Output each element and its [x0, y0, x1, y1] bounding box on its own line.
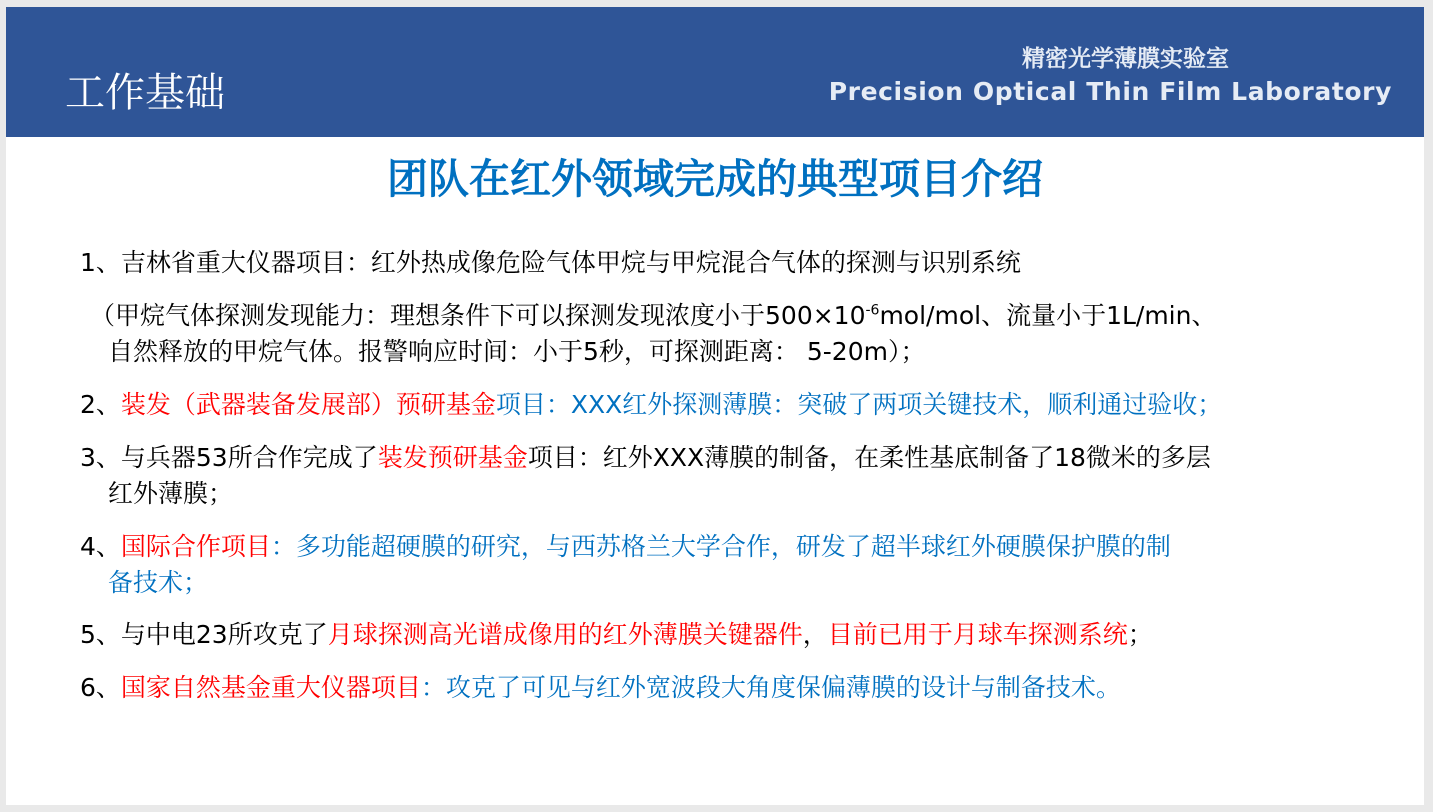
- header-banner: [6, 7, 1424, 137]
- item-5-highlight-1: 月球探测高光谱成像用的红外薄膜关键器件: [327, 620, 803, 649]
- item-2-number: 2、: [80, 390, 121, 419]
- project-item-5: [80, 617, 1153, 653]
- item-5-highlight-2: 目前已用于月球车探测系统: [827, 620, 1128, 649]
- item-4-description: ：多功能超硬膜的研究，与西苏格兰大学合作，研发了超半球红外硬膜保护膜的制: [270, 532, 1171, 561]
- project-item-1: [80, 245, 1021, 281]
- item-2-description: 项目：XXX红外探测薄膜：突破了两项关键技术，顺利通过验收；: [495, 390, 1223, 419]
- lab-name-english: Precision Optical Thin Film Laboratory: [828, 77, 1392, 106]
- item-3-highlight: 装发预研基金: [377, 443, 528, 472]
- project-item-6: [80, 670, 1121, 706]
- item-6-description: ：攻克了可见与红外宽波段大角度保偏薄膜的设计与制备技术。: [420, 673, 1121, 702]
- note-line-1-pre: （甲烷气体探测发现能力：理想条件下可以探测发现浓度小于500×10: [90, 301, 866, 330]
- note-line-1: [90, 298, 1216, 334]
- note-exponent: -6: [865, 302, 880, 319]
- item-4-highlight: 国际合作项目: [120, 532, 271, 561]
- slide: [6, 7, 1424, 805]
- item-4-line-1: [80, 529, 1171, 565]
- item-4-number: 4、: [80, 532, 121, 561]
- project-item-4: [80, 529, 1171, 601]
- project-item-3: [80, 440, 1211, 512]
- project-item-2: [80, 387, 1222, 423]
- item-3-prefix: 3、与兵器53所合作完成了: [80, 443, 378, 472]
- item-6-number: 6、: [80, 673, 121, 702]
- item-2-highlight: 装发（武器装备发展部）预研基金: [120, 390, 496, 419]
- item-3-description: 项目：红外XXX薄膜的制备，在柔性基底制备了18微米的多层: [527, 443, 1211, 472]
- item-4-line-2: 备技术；: [108, 568, 209, 597]
- note-line-2: 自然释放的甲烷气体。报警响应时间：小于5秒，可探测距离： 5-20m）；: [108, 337, 926, 366]
- item-3-line-2: 红外薄膜；: [108, 479, 234, 508]
- item-5-end: ；: [1127, 620, 1153, 649]
- item-3-line-1: [80, 440, 1211, 476]
- project-item-1-text: 1、吉林省重大仪器项目：红外热成像危险气体甲烷与甲烷混合气体的探测与识别系统: [80, 248, 1021, 277]
- project-item-1-note: [90, 298, 1216, 370]
- section-title: 工作基础: [65, 70, 225, 116]
- item-5-prefix: 5、与中电23所攻克了: [80, 620, 328, 649]
- item-5-separator: ，: [802, 620, 828, 649]
- note-line-1-post: mol/mol、流量小于1L/min、: [879, 301, 1217, 330]
- item-6-highlight: 国家自然基金重大仪器项目: [120, 673, 421, 702]
- page-title: 团队在红外领域完成的典型项目介绍: [387, 155, 1043, 203]
- lab-name-chinese: 精密光学薄膜实验室: [1022, 46, 1229, 72]
